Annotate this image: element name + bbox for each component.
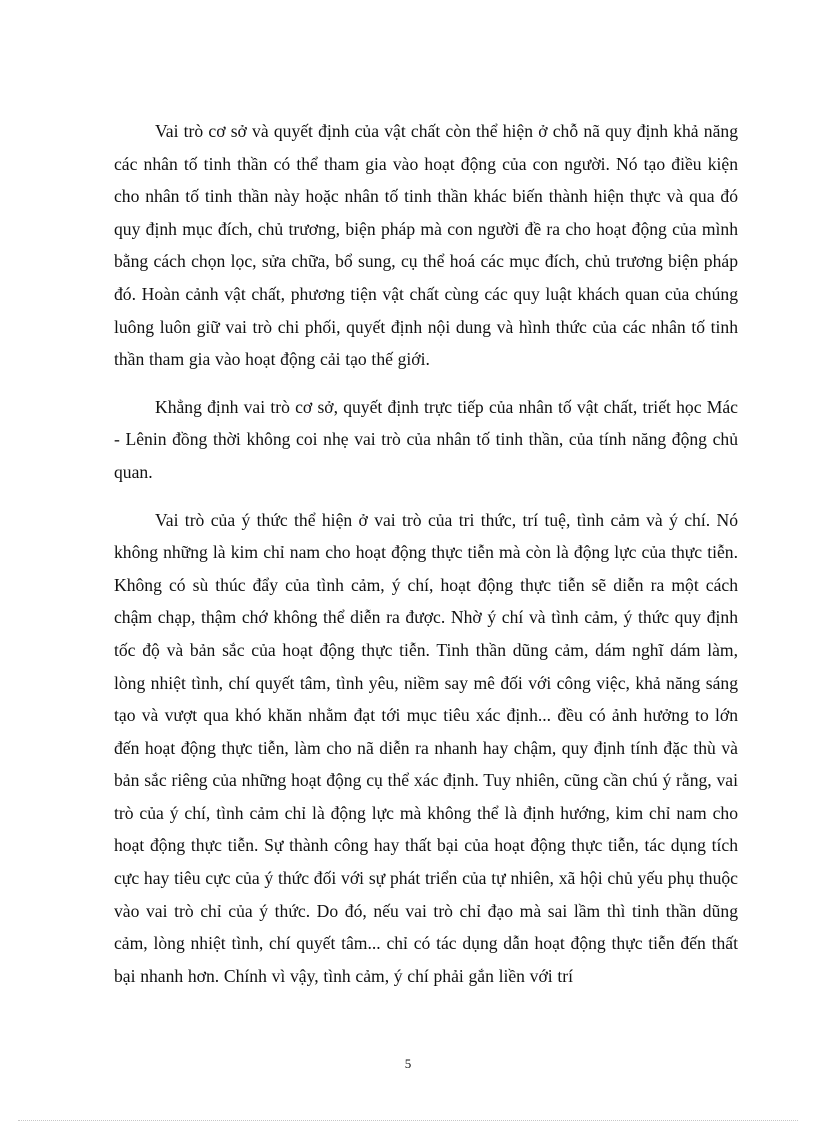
paragraph-1: Vai trò cơ sở và quyết định của vật chất còn thể hiện ở chỗ nã quy định khả năng các nhân tố tinh thần có thể tham gia vào hoạt động của con người. Nó tạo điều kiện cho nhân tố tinh thần này hoặc nhân tố tinh thần khác biến thành hiện thực và qua đó quy định mục đích, chủ trương, biện pháp mà con người đề ra cho hoạt động của mình bằng cách chọn lọc, sửa chữa, bổ sung, cụ thể hoá các mục đích, chủ trương biện pháp đó. Hoàn cảnh vật chất, phương tiện vật chất cùng các quy luật khách quan của chúng luông luôn giữ vai trò chi phối, quyết định nội dung và hình thức của các nhân tố tinh thần tham gia vào hoạt động cải tạo thế giới. bbox=[114, 121, 738, 370]
paragraph-3: Vai trò của ý thức thể hiện ở vai trò của tri thức, trí tuệ, tình cảm và ý chí. Nó không những là kim chỉ nam cho hoạt động thực tiễn mà còn là động lực của thực tiễn. Không có sù thúc đẩy của tình cảm, ý chí, hoạt động thực tiễn sẽ diễn ra một cách chậm chạp, thậm chớ không thể diễn ra được. Nhờ ý chí và tình cảm, ý thức quy định tốc độ và bản sắc của hoạt động thực tiễn. Tinh thần dũng cảm, dám nghĩ dám làm, lòng nhiệt tình, chí quyết tâm, tình yêu, niềm say mê đối với công việc, khả năng sáng tạo và vượt qua khó khăn nhằm đạt tới mục tiêu xác định... đều có ảnh hưởng to lớn đến hoạt động thực tiễn, làm cho nã diễn ra nhanh hay chậm, quy định tính đặc thù và bản sắc riêng của những hoạt động cụ thể xác định. Tuy nhiên, cũng cần chú ý rằng, vai trò của ý chí, tình cảm chỉ là động lực mà không thể là định hướng, kim chỉ nam cho hoạt động thực tiễn. Sự thành công hay thất bại của hoạt động thực tiễn, tác dụng tích cực hay tiêu cực của ý thức đối với sự phát triển của tự nhiên, xã hội chủ yếu phụ thuộc vào vai trò chỉ của ý thức. Do đó, nếu vai trò chỉ đạo mà sai lầm thì tinh thần dũng cảm, lòng nhiệt tình, chí quyết tâm... chỉ có tác dụng dẫn hoạt động thực tiễn đến thất bại nhanh hơn. Chính vì vậy, tình cảm, ý chí phải gắn liền với trí bbox=[114, 509, 738, 986]
paragraph-2: Khẳng định vai trò cơ sở, quyết định trực tiếp của nhân tố vật chất, triết học Mác - Lênin đồng thời không coi nhẹ vai trò của nhân tố tinh thần, của tính năng động chủ quan. bbox=[114, 396, 738, 482]
page-number: 5 bbox=[404, 1056, 412, 1071]
document-body bbox=[114, 115, 738, 1007]
page-bottom-border bbox=[18, 1120, 798, 1121]
